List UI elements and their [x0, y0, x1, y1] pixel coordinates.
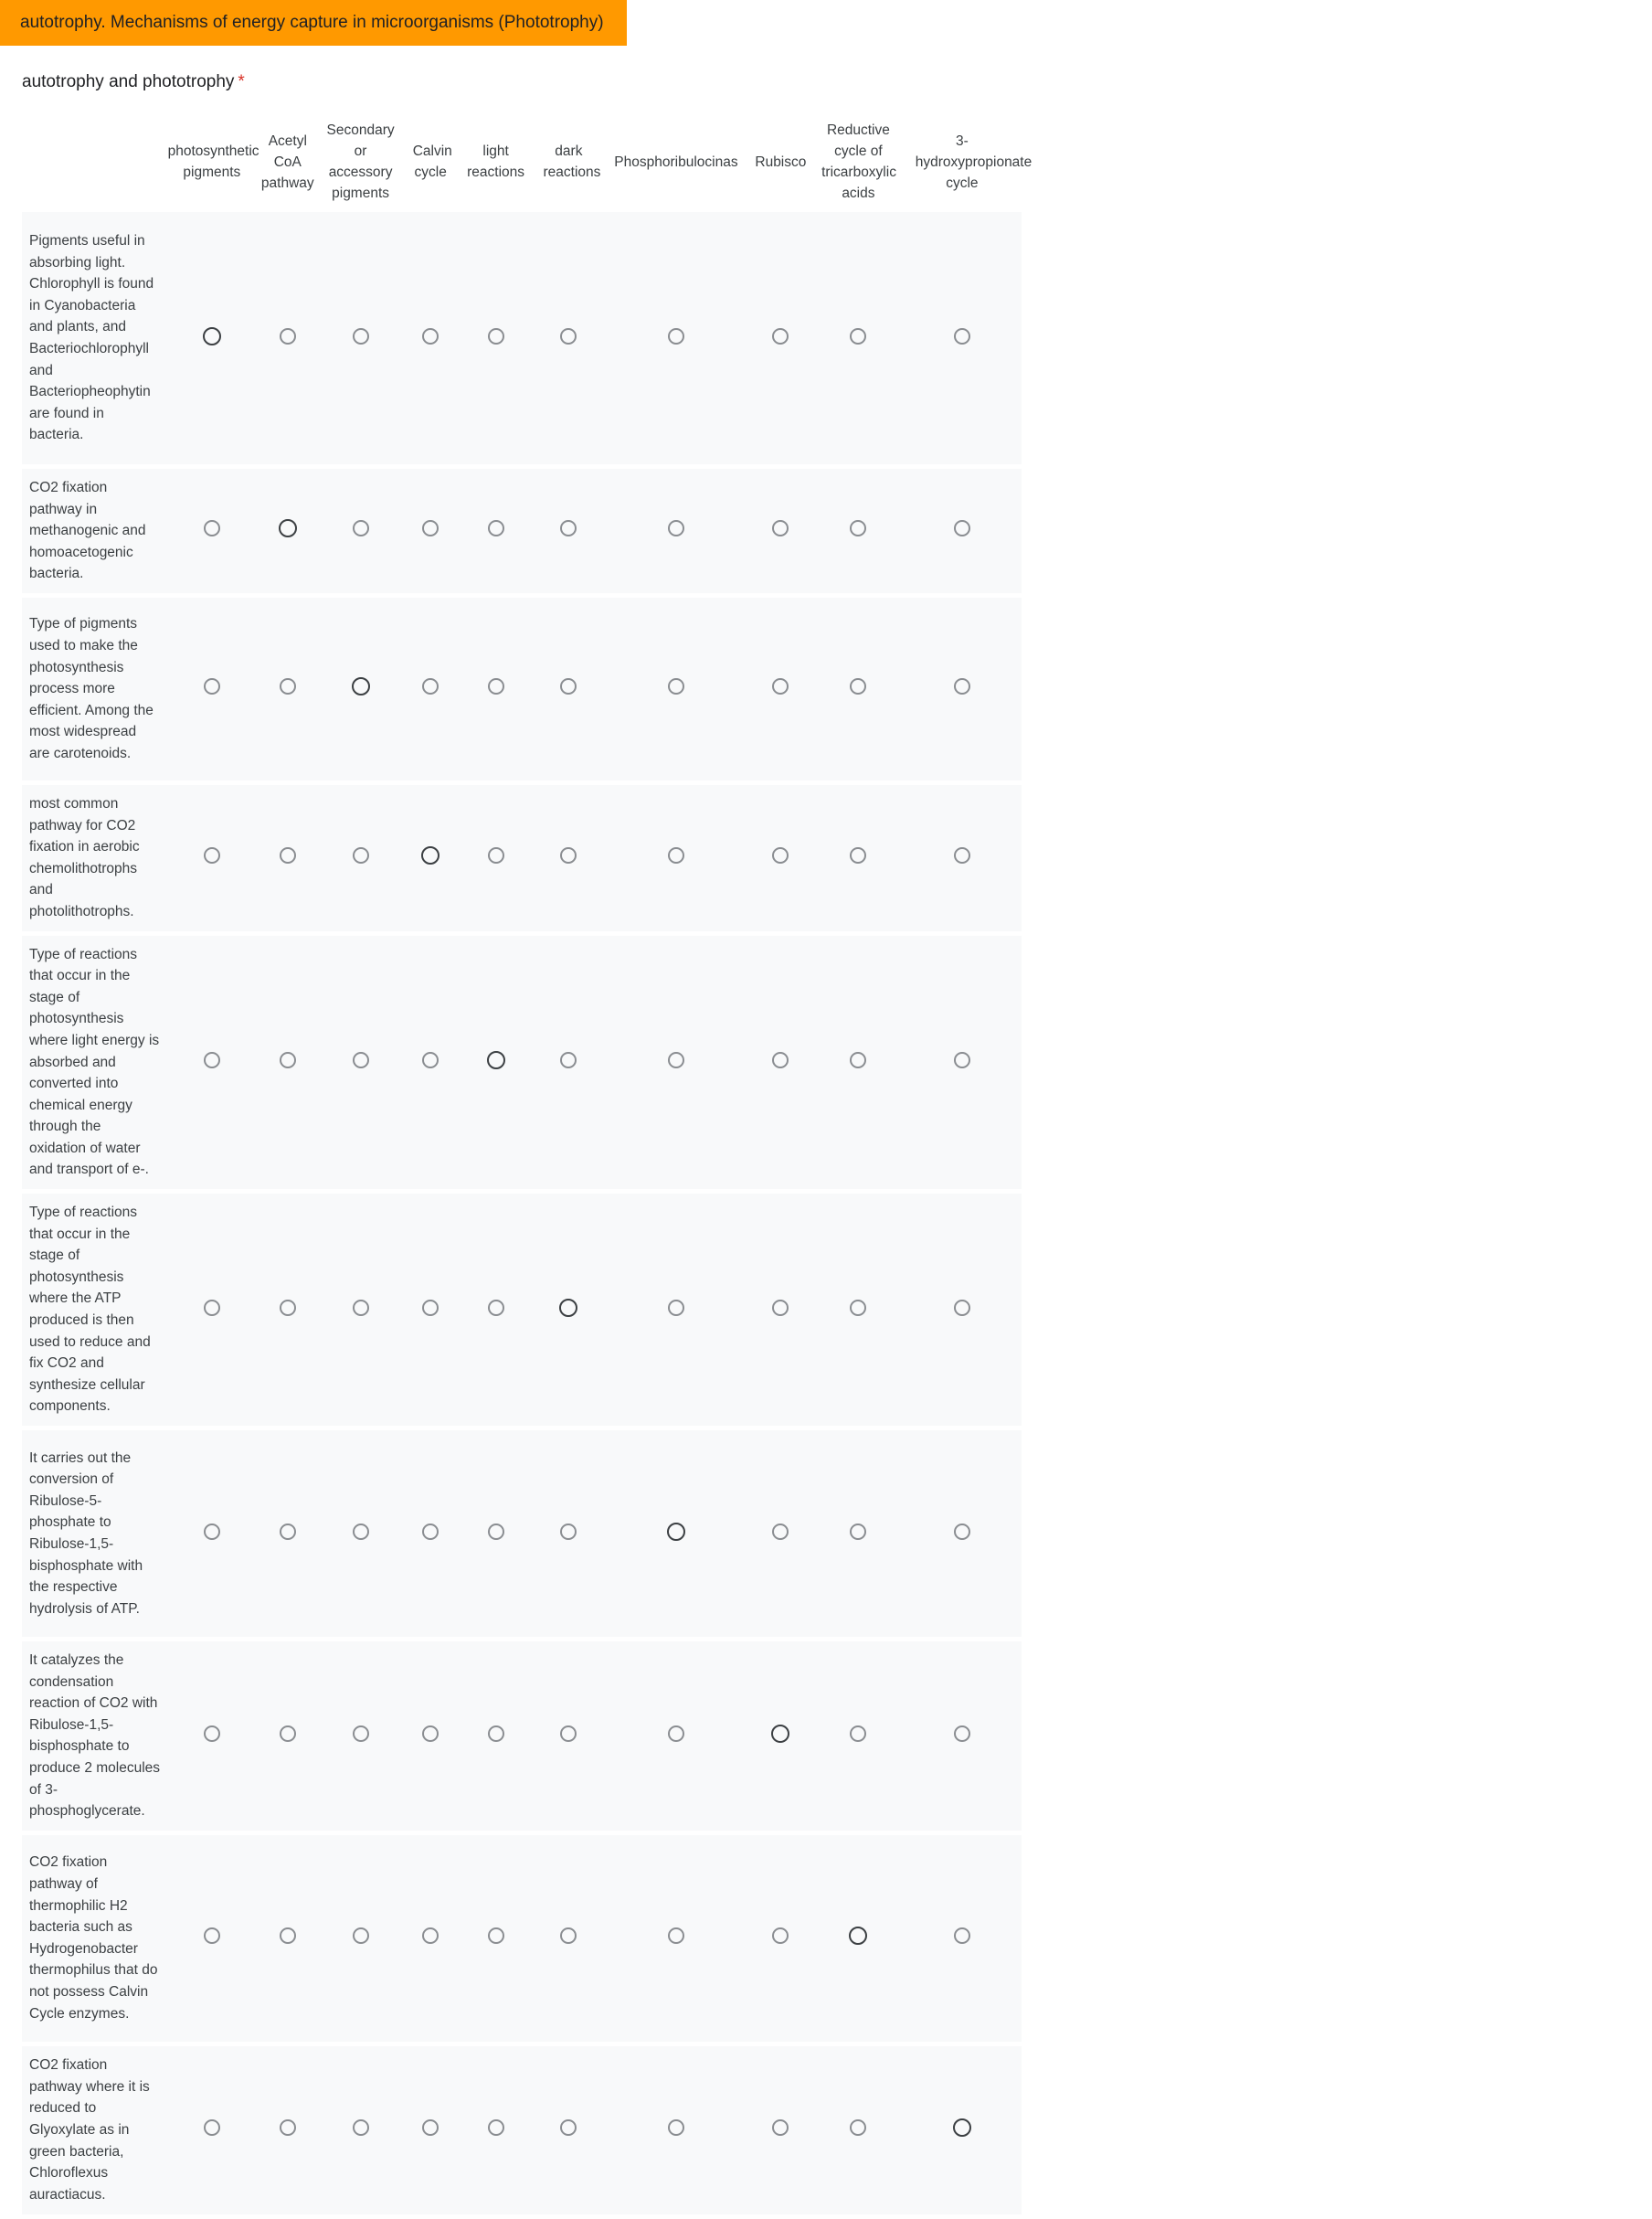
- radio-button[interactable]: [668, 1300, 684, 1316]
- grid-cell: [460, 1835, 533, 2042]
- row-label: Type of reactions that occur in the stage of photosynthesis where the ATP produced is then used to reduce and fix CO2 and synthesize cellular components.: [22, 1194, 168, 1426]
- column-header: Acetyl CoA pathway: [260, 133, 314, 191]
- column-header: Rubisco: [755, 154, 807, 170]
- grid-cell: [532, 1641, 605, 1831]
- radio-button[interactable]: [850, 1725, 866, 1742]
- grid-row: [22, 2046, 1022, 2214]
- grid-cell: [168, 212, 257, 464]
- radio-button[interactable]: [954, 1052, 970, 1068]
- grid-cell: [814, 1194, 903, 1426]
- grid-cell: [460, 598, 533, 780]
- grid-cell: [532, 212, 605, 464]
- grid-cell: [256, 1194, 319, 1426]
- row-label: most common pathway for CO2 fixation in aerobic chemolithotrophs and photolithotrophs.: [22, 785, 168, 931]
- radio-button[interactable]: [954, 520, 970, 536]
- grid-cell: [903, 1430, 1022, 1637]
- grid-cell: [605, 469, 747, 593]
- grid-cell: [319, 1641, 401, 1831]
- radio-button[interactable]: [560, 1725, 577, 1742]
- grid-cell: [319, 212, 401, 464]
- grid-cell: [256, 598, 319, 780]
- grid-cell: [460, 2046, 533, 2214]
- grid-cell: [319, 1835, 401, 2042]
- radio-button[interactable]: [488, 1927, 504, 1944]
- radio-button[interactable]: [668, 520, 684, 536]
- radio-button[interactable]: [772, 678, 789, 695]
- radio-button[interactable]: [204, 1524, 220, 1540]
- grid-cell: [814, 785, 903, 931]
- radio-button[interactable]: [850, 1524, 866, 1540]
- radio-button[interactable]: [280, 678, 296, 695]
- radio-button[interactable]: [954, 678, 970, 695]
- radio-button[interactable]: [353, 1725, 369, 1742]
- grid-cell: [814, 1641, 903, 1831]
- radio-button[interactable]: [667, 1523, 685, 1541]
- radio-button[interactable]: [422, 520, 439, 536]
- row-label: It catalyzes the condensation reaction of CO2 with Ribulose-1,5-bisphosphate to produce 2 molecules of 3-phosphoglycerate.: [22, 1641, 168, 1831]
- radio-button[interactable]: [204, 678, 220, 695]
- radio-button[interactable]: [668, 1927, 684, 1944]
- radio-button[interactable]: [771, 1725, 789, 1743]
- row-label: CO2 fixation pathway where it is reduced to Glyoxylate as in green bacteria, Chloroflexus auractiacus.: [22, 2046, 168, 2214]
- grid-cell: [168, 785, 257, 931]
- radio-button[interactable]: [204, 1927, 220, 1944]
- grid-cell: [903, 212, 1022, 464]
- grid-cell: [319, 1194, 401, 1426]
- grid-cell: [402, 1835, 460, 2042]
- grid-cell: [168, 936, 257, 1190]
- grid-cell: [532, 598, 605, 780]
- grid-row: [22, 785, 1022, 931]
- column-header: dark reactions: [543, 143, 601, 180]
- column-header: Reductive cycle of tricarboxylic acids: [821, 122, 896, 201]
- grid-cell: [903, 2046, 1022, 2214]
- grid-cell: [168, 1641, 257, 1831]
- grid-header-row: [22, 116, 1022, 207]
- grid-cell: [532, 1194, 605, 1426]
- grid-cell: [402, 1194, 460, 1426]
- radio-button[interactable]: [488, 520, 504, 536]
- radio-button[interactable]: [353, 1052, 369, 1068]
- grid-cell: [747, 598, 814, 780]
- radio-button[interactable]: [280, 1725, 296, 1742]
- grid-cell: [256, 936, 319, 1190]
- grid-cell: [605, 2046, 747, 2214]
- radio-button[interactable]: [353, 847, 369, 864]
- radio-button[interactable]: [204, 1725, 220, 1742]
- grid-cell: [532, 2046, 605, 2214]
- grid-cell: [460, 1430, 533, 1637]
- grid-cell: [319, 1430, 401, 1637]
- required-asterisk: *: [238, 72, 245, 91]
- grid-cell: [168, 469, 257, 593]
- grid-cell: [402, 785, 460, 931]
- radio-button[interactable]: [668, 1052, 684, 1068]
- grid-cell: [460, 1194, 533, 1426]
- grid-cell: [402, 2046, 460, 2214]
- grid-cell: [903, 1194, 1022, 1426]
- radio-button[interactable]: [668, 847, 684, 864]
- grid-cell: [402, 936, 460, 1190]
- column-header: photosynthetic pigments: [167, 143, 259, 180]
- grid-cell: [532, 936, 605, 1190]
- radio-button[interactable]: [772, 1524, 789, 1540]
- row-label: Type of pigments used to make the photosynthesis process more efficient. Among the most widespread are carotenoids.: [22, 598, 168, 780]
- grid-row: [22, 1641, 1022, 1831]
- radio-button[interactable]: [668, 328, 684, 345]
- radio-button[interactable]: [954, 1300, 970, 1316]
- grid-row: [22, 1430, 1022, 1637]
- grid-cell: [814, 1835, 903, 2042]
- radio-button[interactable]: [487, 1051, 505, 1069]
- radio-button[interactable]: [850, 847, 866, 864]
- grid-cell: [903, 1641, 1022, 1831]
- radio-button[interactable]: [772, 2119, 789, 2136]
- radio-button[interactable]: [353, 1927, 369, 1944]
- grid-cell: [605, 598, 747, 780]
- radio-button[interactable]: [850, 1300, 866, 1316]
- radio-button[interactable]: [204, 847, 220, 864]
- column-header: Phosphoribulocinas: [614, 154, 738, 170]
- grid-cell: [814, 598, 903, 780]
- grid-cell: [605, 212, 747, 464]
- radio-button[interactable]: [353, 328, 369, 345]
- grid-cell: [460, 469, 533, 593]
- radio-button[interactable]: [850, 678, 866, 695]
- grid-cell: [747, 785, 814, 931]
- radio-button[interactable]: [422, 678, 439, 695]
- grid-cell: [168, 598, 257, 780]
- radio-button[interactable]: [422, 1052, 439, 1068]
- column-header: Secondary or accessory pigments: [326, 122, 395, 201]
- grid-cell: [460, 1641, 533, 1831]
- radio-button[interactable]: [488, 1300, 504, 1316]
- radio-button[interactable]: [488, 1725, 504, 1742]
- question-title-text: autotrophy and phototrophy: [22, 72, 235, 91]
- grid-row: [22, 212, 1022, 464]
- radio-button[interactable]: [488, 2119, 504, 2136]
- row-label: It carries out the conversion of Ribulose-5-phosphate to Ribulose-1,5-bisphosphate with the respective hydrolysis of ATP.: [22, 1430, 168, 1637]
- radio-button[interactable]: [772, 847, 789, 864]
- radio-button[interactable]: [954, 1725, 970, 1742]
- radio-button[interactable]: [560, 678, 577, 695]
- radio-button[interactable]: [668, 678, 684, 695]
- grid-cell: [256, 1641, 319, 1831]
- grid-cell: [532, 1430, 605, 1637]
- grid-cell: [168, 1835, 257, 2042]
- radio-button[interactable]: [772, 1052, 789, 1068]
- grid-cell: [747, 2046, 814, 2214]
- radio-button[interactable]: [668, 2119, 684, 2136]
- radio-button[interactable]: [280, 1524, 296, 1540]
- radio-button[interactable]: [353, 2119, 369, 2136]
- grid-cell: [319, 598, 401, 780]
- grid-cell: [402, 1641, 460, 1831]
- radio-button[interactable]: [953, 2118, 971, 2137]
- radio-button[interactable]: [204, 1300, 220, 1316]
- grid-cell: [460, 936, 533, 1190]
- radio-button[interactable]: [772, 1300, 789, 1316]
- grid-cell: [460, 212, 533, 464]
- grid-cell: [256, 785, 319, 931]
- radio-button[interactable]: [488, 328, 504, 345]
- radio-button[interactable]: [204, 2119, 220, 2136]
- radio-button[interactable]: [204, 520, 220, 536]
- grid-cell: [605, 1835, 747, 2042]
- grid-cell: [402, 1430, 460, 1637]
- grid-cell: [256, 212, 319, 464]
- row-label: CO2 fixation pathway in methanogenic and homoacetogenic bacteria.: [22, 469, 168, 593]
- grid-cell: [256, 2046, 319, 2214]
- grid-cell: [532, 785, 605, 931]
- grid-cell: [814, 1430, 903, 1637]
- radio-button[interactable]: [352, 677, 370, 695]
- grid-cell: [747, 1430, 814, 1637]
- column-header: 3-hydroxypropionate cycle: [915, 133, 1032, 191]
- grid-cell: [319, 2046, 401, 2214]
- grid-cell: [532, 1835, 605, 2042]
- grid-cell: [605, 1430, 747, 1637]
- grid-cell: [256, 1835, 319, 2042]
- row-label: Type of reactions that occur in the stage of photosynthesis where light energy is absorbed and converted into chemical energy through the oxidation of water and transport of e-.: [22, 936, 168, 1190]
- grid-cell: [460, 785, 533, 931]
- radio-button[interactable]: [280, 1300, 296, 1316]
- radio-button[interactable]: [954, 1927, 970, 1944]
- grid-cell: [319, 469, 401, 593]
- radio-button[interactable]: [353, 520, 369, 536]
- row-label: CO2 fixation pathway of thermophilic H2 bacteria such as Hydrogenobacter thermophilus that do not possess Calvin Cycle enzymes.: [22, 1835, 168, 2042]
- grid-cell: [814, 936, 903, 1190]
- choice-grid: [22, 111, 1032, 2219]
- grid-cell: [903, 598, 1022, 780]
- grid-cell: [747, 936, 814, 1190]
- grid-cell: [903, 785, 1022, 931]
- radio-button[interactable]: [560, 520, 577, 536]
- grid-cell: [814, 2046, 903, 2214]
- grid-row: [22, 598, 1022, 780]
- grid-cell: [903, 936, 1022, 1190]
- section-header: [0, 0, 627, 46]
- grid-cell: [814, 212, 903, 464]
- radio-button[interactable]: [850, 2119, 866, 2136]
- radio-button[interactable]: [422, 1927, 439, 1944]
- radio-button[interactable]: [488, 1524, 504, 1540]
- grid-cell: [903, 469, 1022, 593]
- radio-button[interactable]: [280, 2119, 296, 2136]
- radio-button[interactable]: [422, 1524, 439, 1540]
- radio-button[interactable]: [772, 1927, 789, 1944]
- grid-cell: [747, 1641, 814, 1831]
- radio-button[interactable]: [422, 2119, 439, 2136]
- radio-button[interactable]: [559, 1299, 577, 1317]
- radio-button[interactable]: [849, 1927, 867, 1945]
- grid-cell: [402, 469, 460, 593]
- radio-button[interactable]: [204, 1052, 220, 1068]
- radio-button[interactable]: [353, 1300, 369, 1316]
- radio-button[interactable]: [353, 1524, 369, 1540]
- radio-button[interactable]: [279, 519, 297, 537]
- section-title: autotrophy. Mechanisms of energy capture in microorganisms (Phototrophy): [20, 13, 604, 32]
- radio-button[interactable]: [280, 1927, 296, 1944]
- radio-button[interactable]: [668, 1725, 684, 1742]
- grid-cell: [168, 2046, 257, 2214]
- radio-button[interactable]: [772, 520, 789, 536]
- radio-button[interactable]: [422, 1725, 439, 1742]
- radio-button[interactable]: [560, 2119, 577, 2136]
- radio-button[interactable]: [560, 847, 577, 864]
- grid-cell: [168, 1430, 257, 1637]
- grid-row: [22, 469, 1022, 593]
- radio-button[interactable]: [203, 327, 221, 345]
- radio-button[interactable]: [850, 1052, 866, 1068]
- grid-cell: [605, 1194, 747, 1426]
- grid-row: [22, 1194, 1022, 1426]
- grid-cell: [256, 469, 319, 593]
- radio-button[interactable]: [560, 328, 577, 345]
- grid-corner: [22, 116, 168, 207]
- radio-button[interactable]: [560, 1927, 577, 1944]
- grid-cell: [903, 1835, 1022, 2042]
- grid-row: [22, 936, 1022, 1190]
- grid-cell: [168, 1194, 257, 1426]
- radio-button[interactable]: [280, 1052, 296, 1068]
- grid-cell: [747, 212, 814, 464]
- radio-button[interactable]: [422, 328, 439, 345]
- column-header: Calvin cycle: [412, 143, 452, 180]
- grid-row: [22, 1835, 1022, 2042]
- radio-button[interactable]: [850, 328, 866, 345]
- radio-button[interactable]: [850, 520, 866, 536]
- column-header: light reactions: [467, 143, 525, 180]
- grid-cell: [747, 469, 814, 593]
- grid-cell: [747, 1835, 814, 2042]
- radio-button[interactable]: [280, 328, 296, 345]
- grid-cell: [814, 469, 903, 593]
- radio-button[interactable]: [954, 847, 970, 864]
- grid-cell: [747, 1194, 814, 1426]
- radio-button[interactable]: [488, 678, 504, 695]
- grid-cell: [532, 469, 605, 593]
- radio-button[interactable]: [421, 846, 439, 865]
- row-label: Pigments useful in absorbing light. Chlorophyll is found in Cyanobacteria and plants, and Bacteriochlorophyll and Bacteriopheophytin are found in bacteria.: [22, 212, 168, 464]
- radio-button[interactable]: [954, 328, 970, 345]
- grid-cell: [402, 598, 460, 780]
- radio-button[interactable]: [560, 1524, 577, 1540]
- radio-button[interactable]: [488, 847, 504, 864]
- grid-cell: [605, 936, 747, 1190]
- grid-cell: [319, 785, 401, 931]
- grid-cell: [256, 1430, 319, 1637]
- radio-button[interactable]: [422, 1300, 439, 1316]
- radio-button[interactable]: [560, 1052, 577, 1068]
- radio-button[interactable]: [772, 328, 789, 345]
- radio-button[interactable]: [954, 1524, 970, 1540]
- grid-cell: [605, 785, 747, 931]
- radio-button[interactable]: [280, 847, 296, 864]
- grid-cell: [319, 936, 401, 1190]
- grid-cell: [605, 1641, 747, 1831]
- grid-cell: [402, 212, 460, 464]
- question-title: [22, 72, 245, 92]
